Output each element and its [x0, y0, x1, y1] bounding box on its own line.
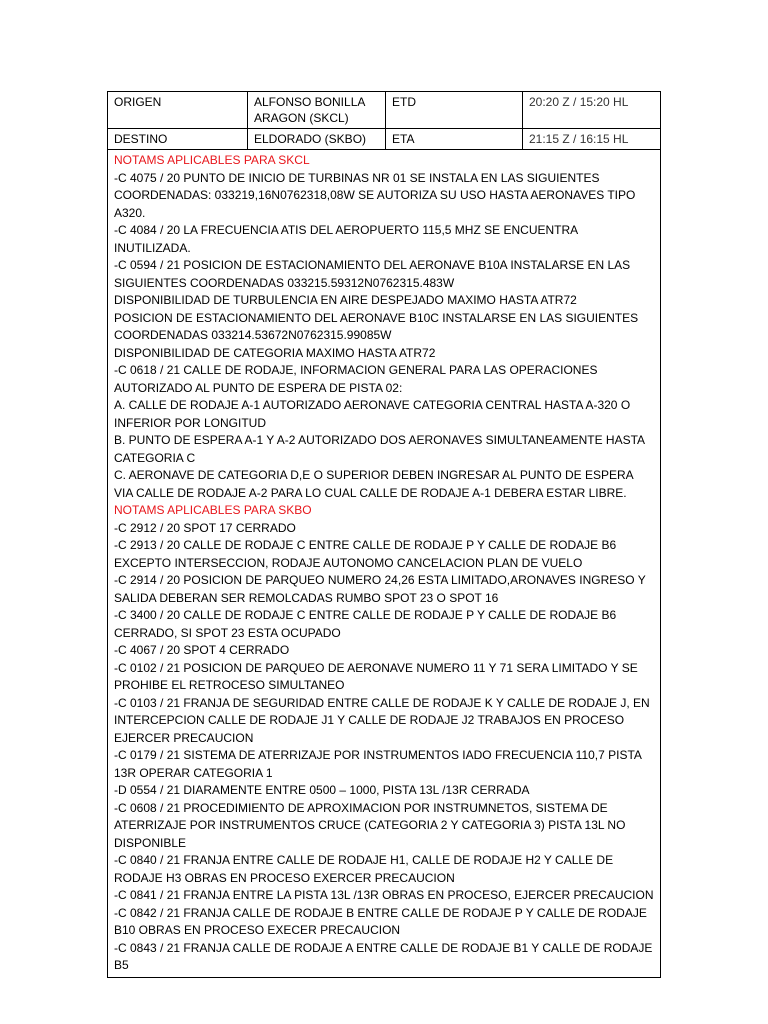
- notam-item: -C 0840 / 21 FRANJA ENTRE CALLE DE RODAJE H1, CALLE DE RODAJE H2 Y CALLE DE RODAJE H3 OBRAS EN PROCESO EXERCER PRECAUCION: [114, 853, 614, 885]
- notam-item: -C 0618 / 21 CALLE DE RODAJE, INFORMACION GENERAL PARA LAS OPERACIONES AUTORIZADO AL PUNTO DE ESPERA DE PISTA 02:: [114, 363, 598, 395]
- notam-item: -C 4075 / 20 PUNTO DE INICIO DE TURBINAS NR 01 SE INSTALA EN LAS SIGUIENTES COORDENADAS: 033219,16N0762318,08W SE AUTORIZA SU USO HASTA AERONAVES TIPO A320.: [114, 170, 636, 220]
- notam-item: -C 0103 / 21 FRANJA DE SEGURIDAD ENTRE CALLE DE RODAJE K Y CALLE DE RODAJE J, EN INTERCEPCION CALLE DE RODAJE J1 Y CALLE DE RODAJE J2 TRABAJOS EN PROCESO EJERCER PRECAUCION: [114, 695, 650, 745]
- notam-item: -C 0608 / 21 PROCEDIMIENTO DE APROXIMACION POR INSTRUMNETOS, SISTEMA DE ATERRIZAJE POR INSTRUMENTOS CRUCE (CATEGORIA 2 Y CATEGORIA 3) PISTA 13L NO DISPONIBLE: [114, 800, 626, 850]
- notam-item: -C 0594 / 21 POSICION DE ESTACIONAMIENTO DEL AERONAVE B10A INSTALARSE EN LAS SIGUIENTES COORDENADAS 033215.59312N0762315.483W: [114, 258, 631, 290]
- etd-value: 20:20 Z / 15:20 HL: [523, 92, 661, 129]
- notam-item: DISPONIBILIDAD DE TURBULENCIA EN AIRE DESPEJADO MAXIMO HASTA ATR72: [114, 293, 577, 307]
- notam-item: -D 0554 / 21 DIARAMENTE ENTRE 0500 – 1000, PISTA 13L /13R CERRADA: [114, 783, 530, 797]
- notam-item: -C 2912 / 20 SPOT 17 CERRADO: [114, 520, 296, 535]
- notam-item: POSICION DE ESTACIONAMIENTO DEL AERONAVE B10C INSTALARSE EN LAS SIGUIENTES COORDENADAS 033214.53672N0762315.99085W: [114, 310, 639, 342]
- notams-cell: [108, 150, 661, 978]
- origin-value: ALFONSO BONILLA ARAGON (SKCL): [248, 92, 386, 129]
- notam-item: -C 0841 / 21 FRANJA ENTRE LA PISTA 13L /13R OBRAS EN PROCESO, EJERCER PRECAUCION: [114, 888, 654, 902]
- notam-item: -C 0842 / 21 FRANJA CALLE DE RODAJE B ENTRE CALLE DE RODAJE P Y CALLE DE RODAJE B10 OBRAS EN PROCESO EXECER PRECAUCION: [114, 905, 647, 937]
- origin-label: ORIGEN: [108, 92, 248, 129]
- destination-label: DESTINO: [108, 129, 248, 150]
- notams-skbo-title: NOTAMS APLICABLES PARA SKBO: [114, 503, 312, 517]
- notam-item: B. PUNTO DE ESPERA A-1 Y A-2 AUTORIZADO DOS AERONAVES SIMULTANEAMENTE HASTA CATEGORIA C: [114, 433, 645, 465]
- notam-item: -C 4067 / 20 SPOT 4 CERRADO: [114, 643, 290, 657]
- flight-plan-table: [107, 91, 661, 978]
- notam-item: -C 2913 / 20 CALLE DE RODAJE C ENTRE CALLE DE RODAJE P Y CALLE DE RODAJE B6 EXCEPTO INTERSECCION, RODAJE AUTONOMO CANCELACION PLAN DE VUELO: [114, 538, 617, 570]
- origin-row: [108, 92, 661, 129]
- notam-item: -C 2914 / 20 POSICION DE PARQUEO NUMERO 24,26 ESTA LIMITADO,ARONAVES INGRESO Y SALIDA DEBERAN SER REMOLCADAS RUMBO SPOT 23 O SPOT 16: [114, 573, 646, 605]
- notam-item: -C 0102 / 21 POSICION DE PARQUEO DE AERONAVE NUMERO 11 Y 71 SERA LIMITADO Y SE PROHIBE EL RETROCESO SIMULTANEO: [114, 660, 638, 692]
- notam-item: -C 0179 / 21 SISTEMA DE ATERRIZAJE POR INSTRUMENTOS IADO FRECUENCIA 110,7 PISTA 13R OPERAR CATEGORIA 1: [114, 748, 642, 780]
- etd-label: ETD: [386, 92, 523, 129]
- destination-row: [108, 129, 661, 150]
- notams-skcl-title: NOTAMS APLICABLES PARA SKCL: [114, 153, 310, 167]
- notam-item: A. CALLE DE RODAJE A-1 AUTORIZADO AERONAVE CATEGORIA CENTRAL HASTA A-320 O INFERIOR POR LONGITUD: [114, 398, 631, 430]
- notam-item: DISPONIBILIDAD DE CATEGORIA MAXIMO HASTA ATR72: [114, 345, 436, 360]
- destination-value: ELDORADO (SKBO): [248, 129, 386, 150]
- eta-label: ETA: [386, 129, 523, 150]
- eta-value: 21:15 Z / 16:15 HL: [523, 129, 661, 150]
- notams-skbo-section: [114, 502, 654, 975]
- notam-item: -C 0843 / 21 FRANJA CALLE DE RODAJE A ENTRE CALLE DE RODAJE B1 Y CALLE DE RODAJE B5: [114, 940, 653, 972]
- notam-item: -C 4084 / 20 LA FRECUENCIA ATIS DEL AEROPUERTO 115,5 MHZ SE ENCUENTRA INUTILIZADA.: [114, 223, 578, 255]
- notam-item: C. AERONAVE DE CATEGORIA D,E O SUPERIOR DEBEN INGRESAR AL PUNTO DE ESPERA VIA CALLE DE RODAJE A-2 PARA LO CUAL CALLE DE RODAJE A-1 DEBERA ESTAR LIBRE.: [114, 468, 634, 500]
- notams-skcl-section: [114, 152, 654, 502]
- notam-item: -C 3400 / 20 CALLE DE RODAJE C ENTRE CALLE DE RODAJE P Y CALLE DE RODAJE B6 CERRADO, SI SPOT 23 ESTA OCUPADO: [114, 608, 617, 640]
- notams-row: [108, 150, 661, 978]
